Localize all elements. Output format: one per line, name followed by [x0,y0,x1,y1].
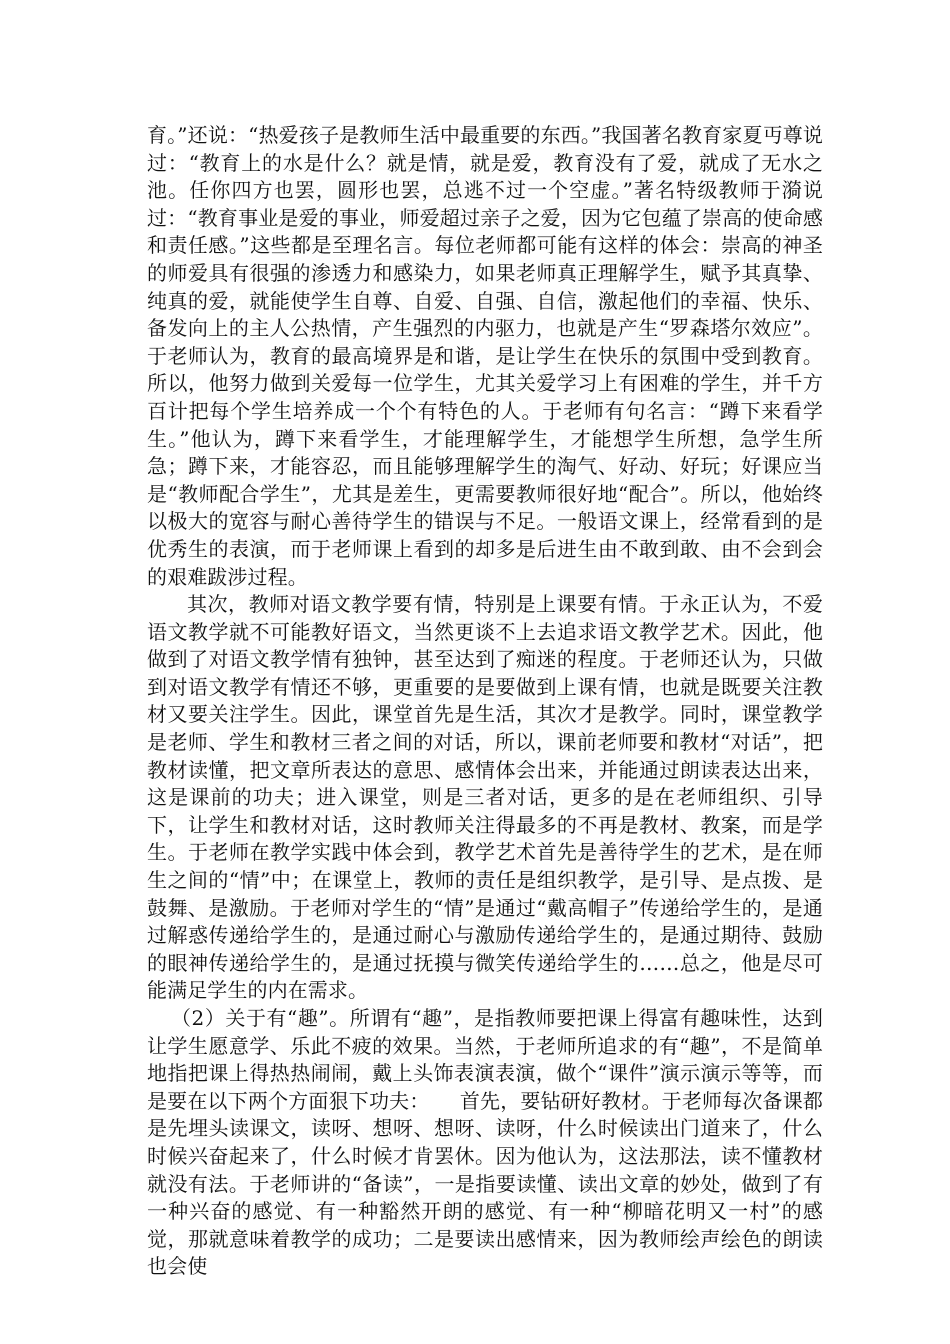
document-page [147,122,823,1281]
paragraph-teaching-passion: 其次，教师对语文教学要有情，特别是上课要有情。于永正认为，不爱语文教学就不可能教好语文，当然更谈不上去追求语文教学艺术。因此，他做到了对语文教学情有独钟，甚至达到了痴迷的程度。于老师还认为，只做到对语文教学有情还不够，更重要的是要做到上课有情，也就是既要关注教材又要关注学生。因此，课堂首先是生活，其次才是教学。同时，课堂教学是老师、学生和教材三者之间的对话，所以，课前老师要和教材“对话”，把教材读懂，把文章所表达的意思、感情体会出来，并能通过朗读表达出来，这是课前的功夫；进入课堂，则是三者对话，更多的是在老师组织、引导下，让学生和教材对话，这时教师关注得最多的不再是教材、教案，而是学生。于老师在教学实践中体会到，教学艺术首先是善待学生的艺术，是在师生之间的“情”中；在课堂上，教师的责任是组织教学，是引导、是点拨、是鼓舞、是激励。于老师对学生的“情”是通过“戴高帽子”传递给学生的，是通过解惑传递给学生的，是通过耐心与激励传递给学生的，是通过期待、鼓励的眼神传递给学生的，是通过抚摸与微笑传递给学生的……总之，他是尽可能满足学生的内在需求。 [147,592,823,1003]
paragraph-teacher-love: 育。”还说：“热爱孩子是教师生活中最重要的东西。”我国著名教育家夏丏尊说过：“教育上的水是什么？就是情，就是爱，教育没有了爱，就成了无水之池。任你四方也罢，圆形也罢，总逃不过一个空虚。”著名特级教师于漪说过：“教育事业是爱的事业，师爱超过亲子之爱，因为它包蕴了崇高的使命感和责任感。”这些都是至理名言。每位老师都可能有这样的体会：崇高的神圣的师爱具有很强的渗透力和感染力，如果老师真正理解学生，赋予其真挚、纯真的爱，就能使学生自尊、自爱、自强、自信，激起他们的幸福、快乐、备发向上的主人公热情，产生强烈的内驱力，也就是产生“罗森塔尔效应”。于老师认为，教育的最高境界是和谐，是让学生在快乐的氛围中受到教育。所以，他努力做到关爱每一位学生，尤其关爱学习上有困难的学生，并千方百计把每个学生培养成一个个有特色的人。于老师有句名言：“蹲下来看学生。”他认为，蹲下来看学生，才能理解学生，才能想学生所想，急学生所急；蹲下来，才能容忍，而且能够理解学生的淘气、好动、好玩；好课应当是“教师配合学生”，尤其是差生，更需要教师很好地“配合”。所以，他始终以极大的宽容与耐心善待学生的错误与不足。一般语文课上，经常看到的是优秀生的表演，而于老师课上看到的却多是后进生由不敢到敢、由不会到会的艰难跋涉过程。 [147,123,823,589]
paragraph-interest: （2）关于有“趣”。所谓有“趣”，是指教师要把课上得富有趣味性，达到让学生愿意学、乐此不疲的效果。当然，于老师所追求的有“趣”，不是简单地指把课上得热热闹闹，戴上头饰表演表演，做个“课件”演示演示等等，而是要在以下两个方面狠下功夫： 首先，要钻研好教材。于老师每次备课都是先埋头读课文，读呀、想呀、想呀、读呀，什么时候读出门道来了，什么时候兴奋起来了，什么时候才肯罢休。因为他认为，这法那法，读不懂教材就没有法。于老师讲的“备读”，一是指要读懂、读出文章的妙处，做到了有一种兴奋的感觉、有一种豁然开朗的感觉、有一种“柳暗花明又一村”的感觉，那就意味着教学的成功；二是要读出感情来，因为教师绘声绘色的朗读也会使 [147,1006,823,1279]
